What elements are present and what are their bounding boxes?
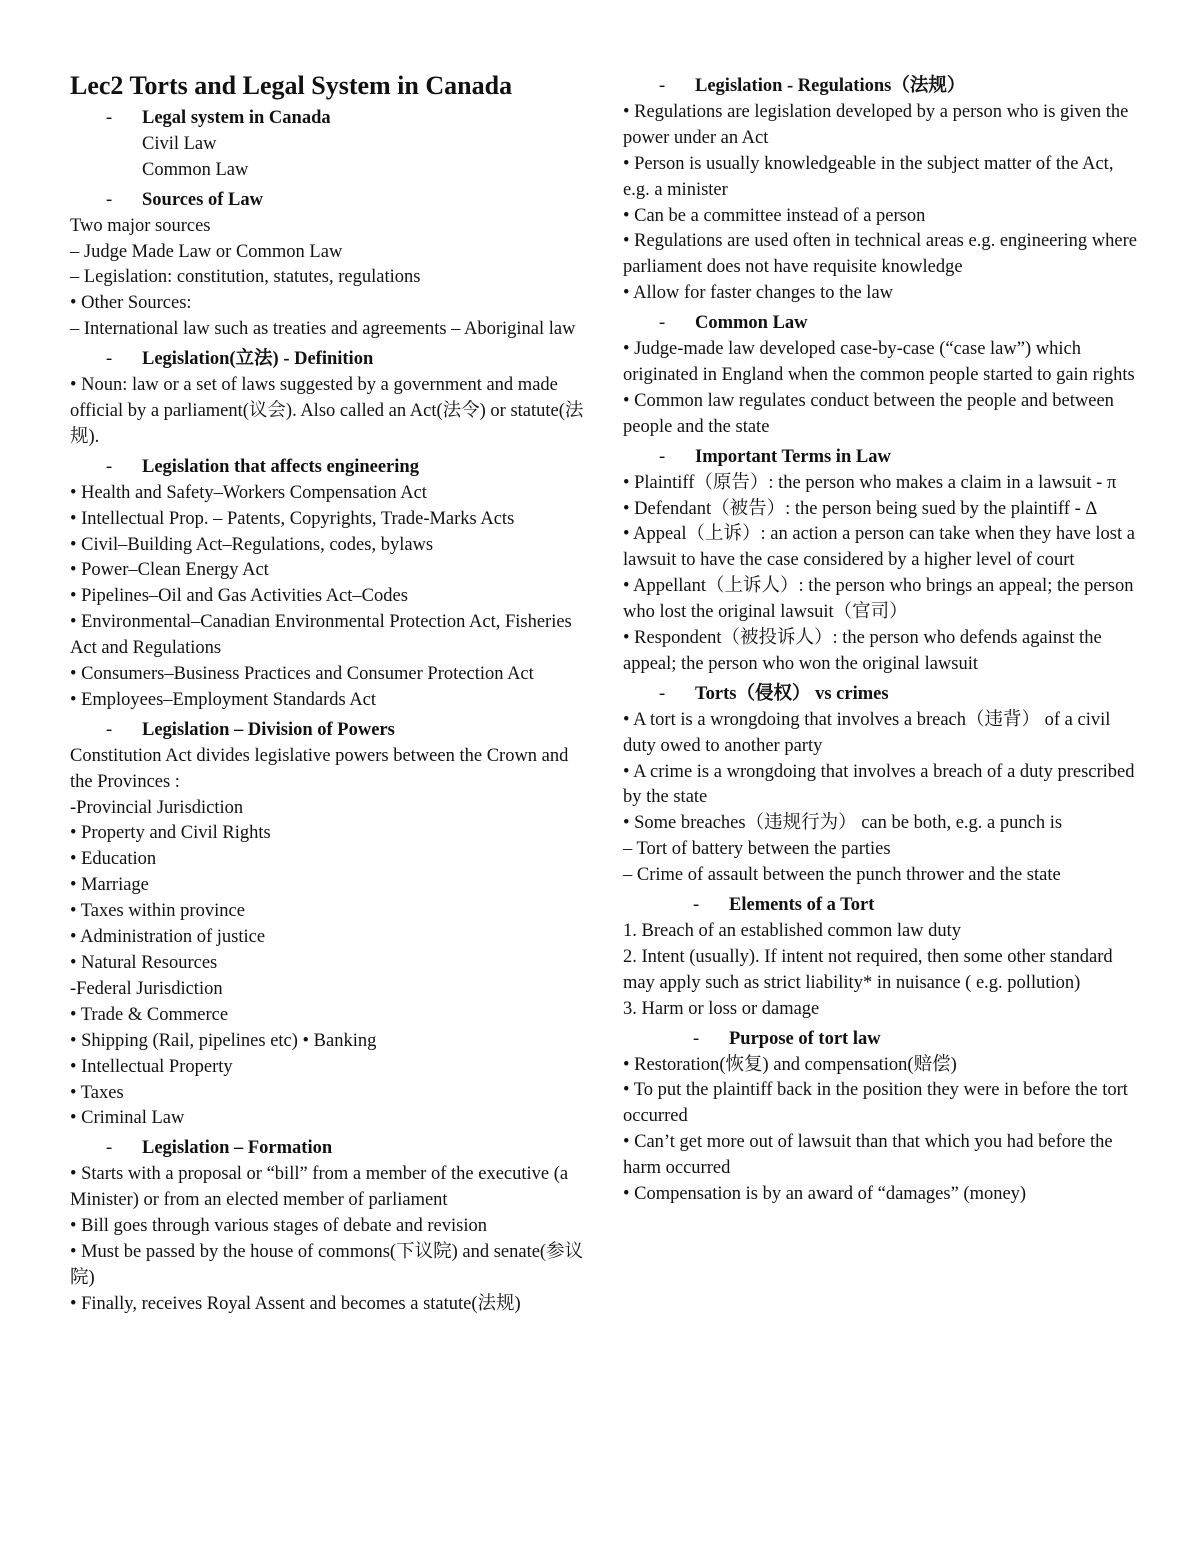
section-heading [623,311,1138,337]
text-line: • Bill goes through various stages of debate and revision [70,1216,487,1237]
text-line: • Taxes within province [70,901,245,922]
section-heading-text: Legislation(立法) - Definition [142,349,374,370]
text-line: • Restoration(恢复) and compensation(赔偿) [623,1054,957,1075]
text-line: • Defendant（被告）: the person being sued by the plaintiff - Δ [623,498,1098,519]
section-heading [70,106,585,132]
section-heading [70,455,585,481]
text-line: • Consumers–Business Practices and Consumer Protection Act [70,664,534,685]
list-subitem: Common Law [142,159,249,180]
text-line: • Other Sources: [70,293,192,314]
dash-marker: - [106,108,113,128]
section-heading [70,188,585,214]
text-line: Constitution Act divides legislative powers between the Crown and the Provinces : [70,745,569,792]
text-line: • Marriage [70,875,149,896]
list-subitem: Civil Law [142,133,217,154]
section-heading-text: Important Terms in Law [695,446,891,467]
text-line: • To put the plaintiff back in the position they were in before the tort occurred [623,1080,1128,1127]
text-line: • Must be passed by the house of commons(下议院) and senate(参议院) [70,1241,584,1288]
section-heading-text: Legal system in Canada [142,108,331,128]
text-line: • Compensation is by an award of “damages” (money) [623,1184,1027,1205]
text-line: -Provincial Jurisdiction [70,797,244,818]
section-heading [623,445,1138,471]
text-line: • Intellectual Property [70,1056,233,1077]
text-line: • Some breaches（违规行为） can be both, e.g. a punch is [623,813,1063,834]
section-heading [623,682,1138,708]
section-heading-text: Legislation – Formation [142,1138,333,1159]
dash-marker: - [659,446,666,467]
text-line: • Criminal Law [70,1108,185,1129]
text-line: • Allow for faster changes to the law [623,283,894,304]
text-line: • Property and Civil Rights [70,823,271,844]
section-heading [623,1027,1138,1053]
section-heading-text: Legislation – Division of Powers [142,719,395,740]
text-line: • A crime is a wrongdoing that involves a breach of a duty prescribed by the state [623,761,1135,808]
text-line: – Legislation: constitution, statutes, regulations [70,267,421,288]
dash-marker: - [659,76,666,96]
text-line: • Respondent（被投诉人）: the person who defends against the appeal; the person who won the original lawsuit [623,628,1102,674]
text-line: • Judge-made law developed case-by-case (“case law”) which originated in England when the common people started to gain rights [623,339,1135,385]
text-line: -Federal Jurisdiction [70,978,223,999]
text-line: • Can be a committee instead of a person [623,205,926,226]
section-heading [70,347,585,373]
text-line: Two major sources [70,215,211,236]
dash-marker: - [659,313,666,334]
left-column [70,70,585,1318]
text-line: – Tort of battery between the parties [623,839,891,860]
text-line: • Appellant（上诉人）: the person who brings an appeal; the person who lost the original lawsuit（官司） [623,576,1134,623]
text-line: • Environmental–Canadian Environmental Protection Act, Fisheries Act and Regulations [70,612,572,659]
text-line: • Plaintiff（原告）: the person who makes a claim in a lawsuit - π [623,472,1117,493]
section-heading [623,893,1138,919]
section-heading [623,74,1138,100]
text-line: • Taxes [70,1082,124,1103]
section-heading-text: Elements of a Tort [729,895,875,916]
dash-marker: - [106,349,113,370]
text-line: • A tort is a wrongdoing that involves a breach（违背） of a civil duty owed to another party [623,709,1111,756]
section-heading-text: Legislation that affects engineering [142,456,419,477]
section-heading-text: Common Law [695,313,808,334]
text-line: – Judge Made Law or Common Law [70,241,343,262]
text-line: • Education [70,849,157,870]
dash-marker: - [693,895,700,916]
section-heading [70,1136,585,1162]
text-line: • Regulations are used often in technical areas e.g. engineering where parliament does not have requisite knowledge [623,231,1137,278]
text-line: • Pipelines–Oil and Gas Activities Act–Codes [70,586,408,607]
dash-marker: - [659,683,666,704]
text-line: • Finally, receives Royal Assent and becomes a statute(法规) [70,1293,521,1314]
dash-marker: - [106,456,113,477]
section-heading-text: Torts（侵权） vs crimes [695,683,889,704]
text-line: • Shipping (Rail, pipelines etc) • Banking [70,1030,377,1051]
text-line: • Intellectual Prop. – Patents, Copyrights, Trade-Marks Acts [70,508,515,529]
text-line: • Trade & Commerce [70,1004,229,1025]
text-line: 2. Intent (usually). If intent not required, then some other standard may apply such as strict liability* in nuisance ( e.g. pollution) [623,946,1113,993]
text-line: • Starts with a proposal or “bill” from a member of the executive (a Minister) or from an elected member of parliament [70,1164,569,1211]
dash-marker: - [106,189,113,210]
dash-marker: - [693,1028,700,1049]
page-title: Lec2 Torts and Legal System in Canada [70,71,513,100]
text-line: • Noun: law or a set of laws suggested by a government and made official by a parliament(议会). Also called an Act(法令) or statute(法规). [70,375,584,447]
text-line: • Common law regulates conduct between the people and between people and the state [623,390,1114,437]
text-line: • Natural Resources [70,953,218,973]
dash-marker: - [106,1138,113,1159]
text-line: • Health and Safety–Workers Compensation Act [70,482,427,503]
dash-marker: - [106,719,113,740]
text-line: – International law such as treaties and agreements – Aboriginal law [70,319,576,340]
section-heading-text: Legislation - Regulations（法规） [695,76,966,96]
text-line: • Regulations are legislation developed by a person who is given the power under an Act [623,101,1129,148]
text-line: 3. Harm or loss or damage [623,998,820,1019]
section-heading-text: Sources of Law [142,189,263,210]
text-line: • Can’t get more out of lawsuit than that which you had before the harm occurred [623,1132,1113,1179]
text-line: • Person is usually knowledgeable in the subject matter of the Act, e.g. a minister [623,153,1114,200]
text-line: • Civil–Building Act–Regulations, codes, bylaws [70,534,434,555]
text-line: 1. Breach of an established common law duty [623,921,962,941]
text-line: • Employees–Employment Standards Act [70,689,377,710]
section-heading-text: Purpose of tort law [729,1028,881,1049]
text-line: • Appeal（上诉）: an action a person can take when they have lost a lawsuit to have the case considered by a higher level of court [623,524,1135,571]
text-line: • Administration of justice [70,927,266,948]
text-line: • Power–Clean Energy Act [70,560,269,581]
right-column [623,70,1138,1208]
section-heading [70,718,585,744]
text-line: – Crime of assault between the punch thrower and the state [623,865,1061,886]
